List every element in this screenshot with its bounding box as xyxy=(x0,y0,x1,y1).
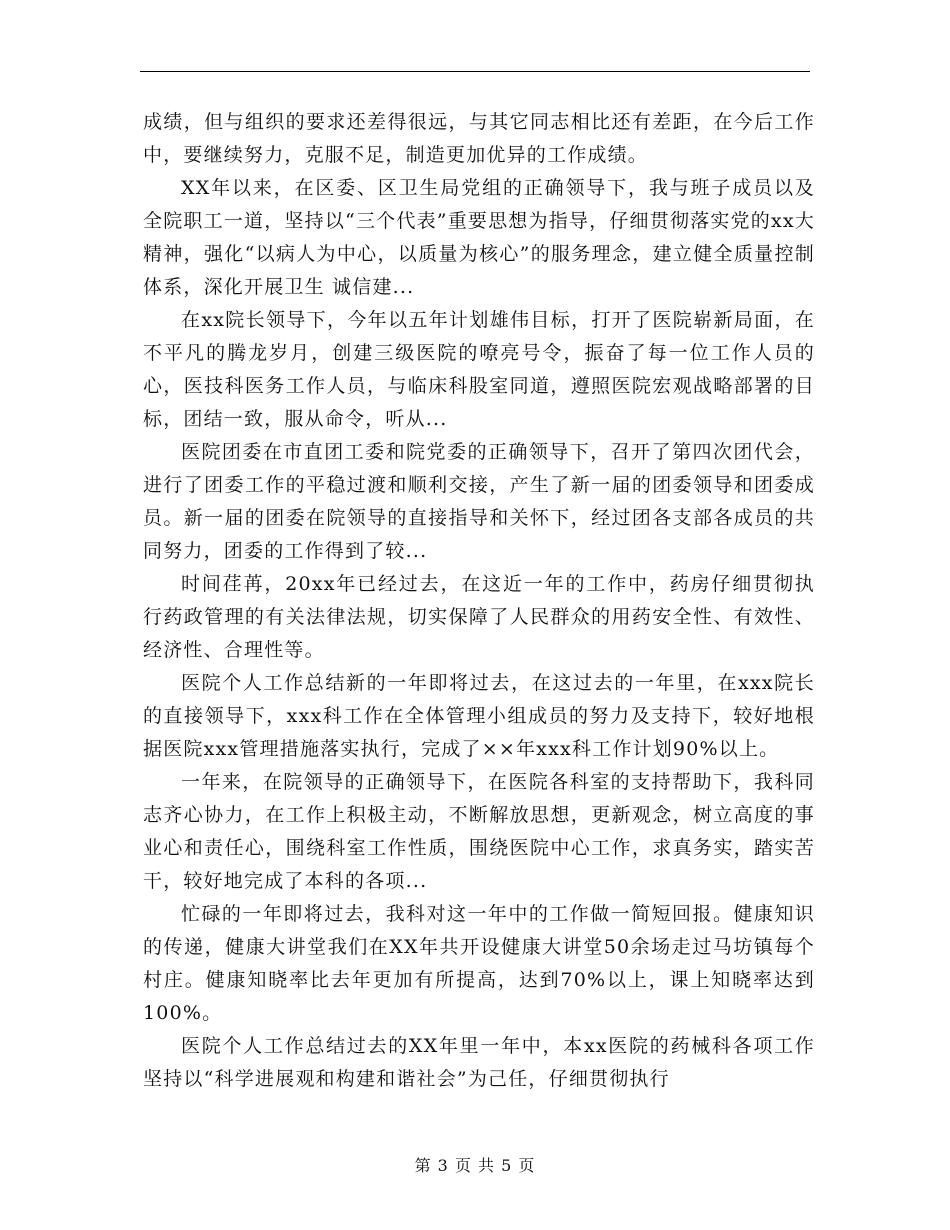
document-body xyxy=(143,106,815,1096)
paragraph: 一年来，在院领导的正确领导下，在医院各科室的支持帮助下，我科同志齐心协力，在工作上积极主动，不断解放思想，更新观念，树立高度的事业心和责任心，围绕科室工作性质，围绕医院中心工作，求真务实，踏实苦干，较好地完成了本科的各项... xyxy=(143,771,815,892)
paragraph: 医院个人工作总结新的一年即将过去，在这过去的一年里，在xxx院长的直接领导下，xxx科工作在全体管理小组成员的努力及支持下，较好地根据医院xxx管理措施落实执行，完成了××年xxx科工作计划90%以上。 xyxy=(143,672,815,760)
paragraph: 时间荏苒，20xx年已经过去，在这近一年的工作中，药房仔细贯彻执行药政管理的有关法律法规，切实保障了人民群众的用药安全性、有效性、经济性、合理性等。 xyxy=(143,573,815,661)
paragraph: 成绩，但与组织的要求还差得很远，与其它同志相比还有差距，在今后工作中，要继续努力，克服不足，制造更加优异的工作成绩。 xyxy=(143,111,815,166)
paragraph: 忙碌的一年即将过去，我科对这一年中的工作做一简短回报。健康知识的传递，健康大讲堂我们在XX年共开设健康大讲堂50余场走过马坊镇每个村庄。健康知晓率比去年更加有所提高，达到70%以上，课上知晓率达到100%。 xyxy=(143,903,815,1024)
paragraph: XX年以来，在区委、区卫生局党组的正确领导下，我与班子成员以及全院职工一道，坚持以“三个代表”重要思想为指导，仔细贯彻落实党的xx大精神，强化“以病人为中心，以质量为核心”的服务理念，建立健全质量控制体系，深化开展卫生 诚信建... xyxy=(143,177,815,298)
paragraph: 医院个人工作总结过去的XX年里一年中，本xx医院的药械科各项工作坚持以“科学进展观和构建和谐社会”为己任，仔细贯彻执行 xyxy=(143,1035,815,1090)
header-rule xyxy=(140,71,810,72)
paragraph: 在xx院长领导下，今年以五年计划雄伟目标，打开了医院崭新局面，在不平凡的腾龙岁月，创建三级医院的嘹亮号令，振奋了每一位工作人员的心，医技科医务工作人员，与临床科股室同道，遵照医院宏观战略部署的目标，团结一致，服从命令，听从... xyxy=(143,309,815,430)
page-footer: 第 3 页 共 5 页 xyxy=(414,1156,536,1175)
paragraph: 医院团委在市直团工委和院党委的正确领导下，召开了第四次团代会，进行了团委工作的平稳过渡和顺利交接，产生了新一届的团委领导和团委成员。新一届的团委在院领导的直接指导和关怀下，经过团各支部各成员的共同努力，团委的工作得到了较... xyxy=(143,441,815,562)
